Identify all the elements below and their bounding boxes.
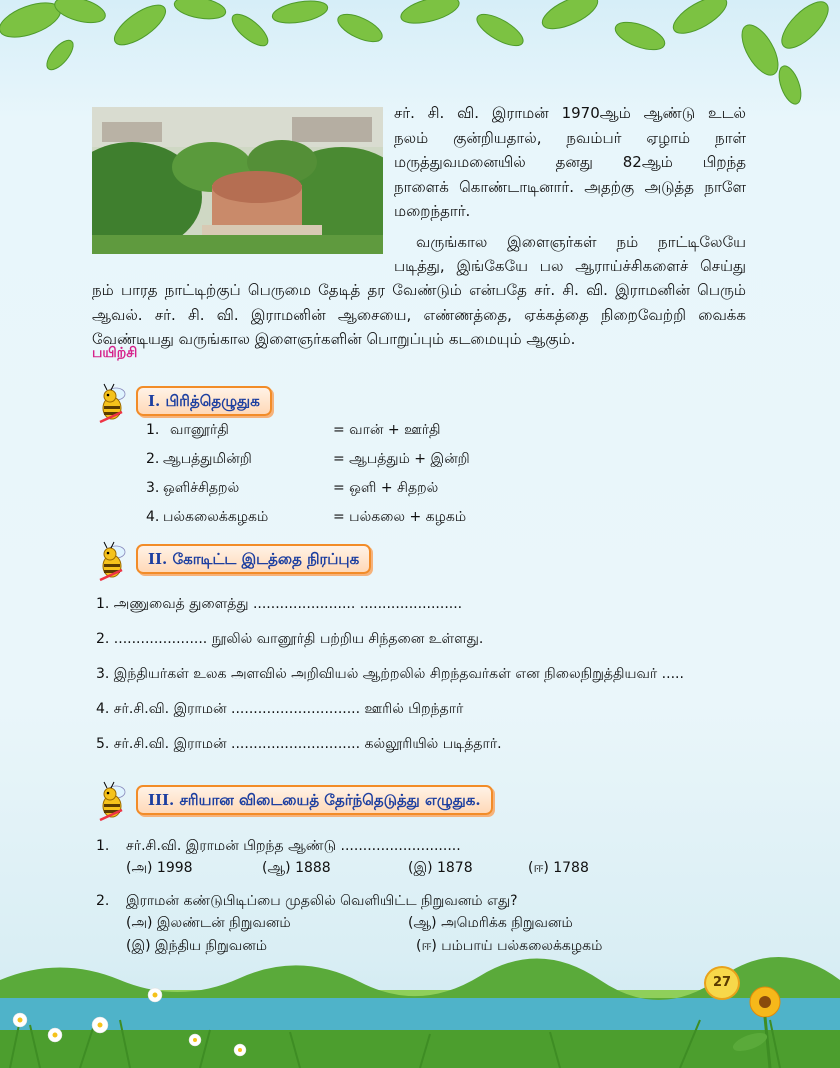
mcq-1-option-a: (அ) 1998 — [126, 860, 193, 876]
mcq-1-option-c: (இ) 1878 — [408, 860, 473, 876]
mcq-2-option-b: (ஆ) அமெரிக்க நிறுவனம் — [408, 915, 573, 931]
mcq-2-option-a: (அ) இலண்டன் நிறுவனம் — [126, 915, 291, 931]
paragraph-line: நலம் குன்றியதால், நவம்பர் ஏழாம் நாள் — [394, 128, 746, 147]
paragraph-line: மறைந்தார். — [394, 202, 471, 220]
page-number: 27 — [704, 966, 740, 1000]
bee-mascot-icon — [90, 382, 134, 426]
paragraph-line: மருத்துவமனையில் தனது 82ஆம் பிறந்த — [394, 153, 746, 171]
split-item-1-num: 1. — [146, 422, 160, 438]
split-item-3-word: ஒளிச்சிதறல் — [163, 480, 240, 496]
mcq-1-option-b: (ஆ) 1888 — [262, 860, 331, 876]
second-paragraph-full-lines — [92, 278, 746, 352]
paragraph-line: நாளைக் கொண்டாடினார். அதற்கு அடுத்த நாளே — [394, 177, 746, 196]
mcq-2-option-d: (ஈ) பம்பாய் பல்கலைக்கழகம் — [416, 938, 603, 954]
paragraph-line: படித்து, இங்கேயே பல ஆராய்ச்சிகளைச் செய்து — [394, 257, 746, 275]
paragraph-line: சர். சி. வி. இராமன் 1970ஆம் ஆண்டு உடல் — [394, 104, 746, 122]
leaf-decoration-top — [0, 0, 840, 110]
mcq-2-num: 2. — [96, 893, 110, 909]
bee-mascot-icon — [90, 540, 134, 584]
paragraph-line: ஆவல். சர். சி. வி. இராமனின் ஆசையை, எண்ணத்தை, ஏக்கத்தை நிறைவேற்றி வைக்க — [92, 305, 746, 324]
split-item-1-word: வானூர்தி — [170, 422, 229, 438]
split-item-1-answer: = வான் + ஊர்தி — [333, 422, 441, 438]
paragraph-line: வேண்டியது வருங்கால இளைஞர்களின் பொறுப்பும் கடமையும் ஆகும். — [92, 330, 576, 348]
paragraph-line: நம் பாரத நாட்டிற்குப் பெருமை தேடித் தர வேண்டும் என்பதே சர். சி. வி. இராமனின் பெரும் — [92, 281, 746, 299]
mcq-2-option-c: (இ) இந்திய நிறுவனம் — [126, 938, 268, 954]
split-item-3-answer: = ஒளி + சிதறல் — [333, 480, 439, 496]
split-item-4-answer: = பல்கலை + கழகம் — [333, 509, 467, 525]
section-1-title: I. பிரித்தெழுதுக — [136, 386, 272, 416]
section-3-title: III. சரியான விடையைத் தேர்ந்தெடுத்து எழுதுக. — [136, 785, 493, 815]
second-paragraph-cont — [394, 254, 746, 279]
paragraph-line: வருங்கால இளைஞர்கள் நம் நாட்டிலேயே — [416, 233, 746, 251]
split-item-4-num: 4. — [146, 509, 160, 525]
fill-blank-item-2: 2. ..................... நூலில் வானூர்தி பற்றிய சிந்தனை உள்ளது. — [96, 631, 484, 647]
split-item-2-answer: = ஆபத்தும் + இன்றி — [333, 451, 470, 467]
fill-blank-item-1: 1. அணுவைத் துளைத்து ....................... ....................... — [96, 596, 463, 612]
fill-blank-item-5: 5. சர்.சி.வி. இராமன் ............................. கல்லூரியில் படித்தார். — [96, 736, 502, 752]
bee-mascot-icon — [90, 780, 134, 824]
fill-blank-item-3: 3. இந்தியர்கள் உலக அளவில் அறிவியல் ஆற்றலில் சிறந்தவர்கள் என நிலைநிறுத்தியவர் ..... — [96, 666, 684, 682]
fill-blank-item-4: 4. சர்.சி.வி. இராமன் ............................. ஊரில் பிறந்தார் — [96, 701, 464, 717]
mcq-2-question: இராமன் கண்டுபிடிப்பை முதலில் வெளியிட்ட நிறுவனம் எது? — [126, 893, 518, 909]
split-item-2-word: ஆபத்துமின்றி — [163, 451, 252, 467]
split-item-2-num: 2. — [146, 451, 160, 467]
mcq-1-question: சர்.சி.வி. இராமன் பிறந்த ஆண்டு ........................... — [126, 838, 461, 854]
split-item-3-num: 3. — [146, 480, 160, 496]
exercise-heading: பயிற்சி — [92, 345, 138, 361]
mcq-1-option-d: (ஈ) 1788 — [528, 860, 589, 876]
split-item-4-word: பல்கலைக்கழகம் — [163, 509, 269, 525]
intro-paragraph — [394, 101, 746, 224]
section-2-title: II. கோடிட்ட இடத்தை நிரப்புக — [136, 544, 371, 574]
mcq-1-num: 1. — [96, 838, 110, 854]
